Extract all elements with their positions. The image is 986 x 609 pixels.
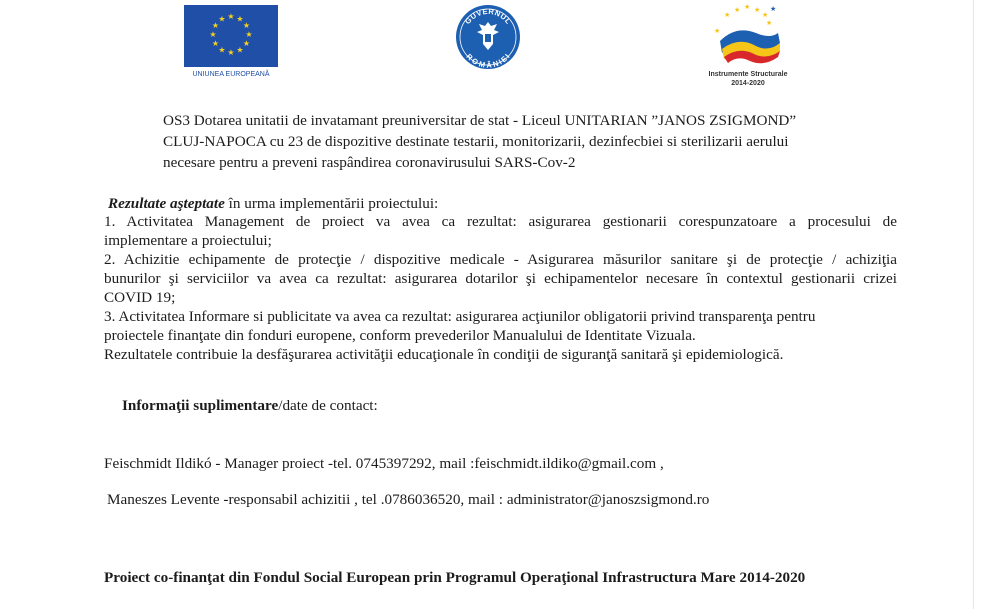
scan-edge-divider	[973, 0, 974, 609]
svg-text:★: ★	[227, 48, 235, 57]
structural-label-line1: Instrumente Structurale	[708, 71, 788, 78]
contact-heading-rest: /date de contact:	[278, 397, 378, 414]
svg-text:★: ★	[227, 12, 235, 21]
svg-text:★: ★	[714, 27, 721, 35]
structural-label-line2: 2014-2020	[731, 80, 765, 87]
eu-logo	[184, 5, 278, 80]
objective-line-3: necesare pentru a preveni raspândirea coronavirusului SARS-Cov-2	[163, 154, 576, 171]
objective-line-1: OS3 Dotarea unitatii de invatamant preuniversitar de stat - Liceul UNITARIAN ”JANOS ZSIGMOND”	[163, 112, 797, 129]
contact-heading-bold: Informaţii suplimentare	[122, 397, 279, 414]
contact-heading	[122, 396, 378, 415]
svg-text:★: ★	[770, 5, 777, 13]
svg-text:★: ★	[218, 45, 226, 55]
results-heading	[108, 194, 438, 213]
romanian-government-seal-icon	[455, 4, 521, 70]
svg-text:★: ★	[211, 39, 220, 48]
svg-text:★: ★	[245, 30, 253, 39]
results-line-4: bunurilor şi serviciilor va avea ca rezultat: asigurarea dotarilor şi echipamentelor necesare în contextul gestionarii crizei	[104, 270, 897, 287]
results-line-5: COVID 19;	[104, 289, 176, 306]
svg-text:GUVERNUL: GUVERNUL	[462, 6, 514, 26]
svg-text:★: ★	[762, 11, 769, 19]
objective-line-2: CLUJ-NAPOCA cu 23 de dispozitive destinate testarii, monitorizarii, dezinfecbiei si sterilizarii aerului	[163, 133, 789, 150]
svg-text:★: ★	[236, 14, 244, 24]
cofinance-footer: Proiect co-finanţat din Fondul Social European prin Programul Operaţional Infrastructura Mare 2014-2020	[104, 569, 806, 586]
svg-text:★: ★	[754, 6, 761, 14]
svg-text:★: ★	[209, 30, 217, 39]
svg-text:★: ★	[242, 21, 251, 30]
eu-label: UNIUNEA EUROPEANĂ	[192, 71, 270, 78]
svg-text:★: ★	[766, 19, 773, 27]
results-line-3: 2. Achizitie echipamente de protecţie / dispozitive medicale - Asigurarea măsurilor sanitare şi de protecţie / achiziţia	[104, 251, 897, 268]
structural-instruments-logo	[700, 3, 796, 91]
svg-text:★: ★	[734, 6, 741, 14]
structural-instruments-icon	[700, 3, 796, 67]
results-line-7: proiectele finanţate din fonduri europene, conform prevederilor Manualului de Identitate Vizuala.	[104, 327, 696, 344]
results-line-2: implementare a proiectului;	[104, 232, 272, 249]
svg-text:★: ★	[211, 21, 220, 30]
contact-person-1: Feischmidt Ildikó - Manager proiect -tel. 0745397292, mail :feischmidt.ildiko@gmail.com ,	[104, 455, 664, 472]
svg-text:★: ★	[724, 11, 731, 19]
svg-text:★: ★	[242, 39, 251, 48]
contact-person-2: Maneszes Levente -responsabil achizitii , tel .0786036520, mail : administrator@janoszsigmond.ro	[107, 491, 710, 508]
results-heading-rest: în urma implementării proiectului:	[224, 195, 439, 212]
svg-text:★: ★	[744, 3, 751, 11]
results-line-6: 3. Activitatea Informare si publicitate va avea ca rezultat: asigurarea acţiunilor obligatorii privind transparenţa pentru	[104, 308, 816, 325]
svg-text:★: ★	[236, 45, 244, 55]
eu-flag-icon	[184, 5, 278, 67]
results-line-1: 1. Activitatea Management de proiect va avea ca rezultat: asigurarea gestionarii corespunzatoare a procesului de	[104, 213, 897, 230]
svg-text:ROMÂNIEI: ROMÂNIEI	[464, 51, 512, 70]
gov-seal	[455, 4, 521, 70]
results-heading-bold: Rezultate aşteptate	[108, 195, 225, 212]
svg-text:★: ★	[218, 14, 226, 24]
results-line-8: Rezultatele contribuie la desfăşurarea activităţii educaţionale în condiţii de siguranţă sanitară şi epidemiologică.	[104, 346, 784, 363]
